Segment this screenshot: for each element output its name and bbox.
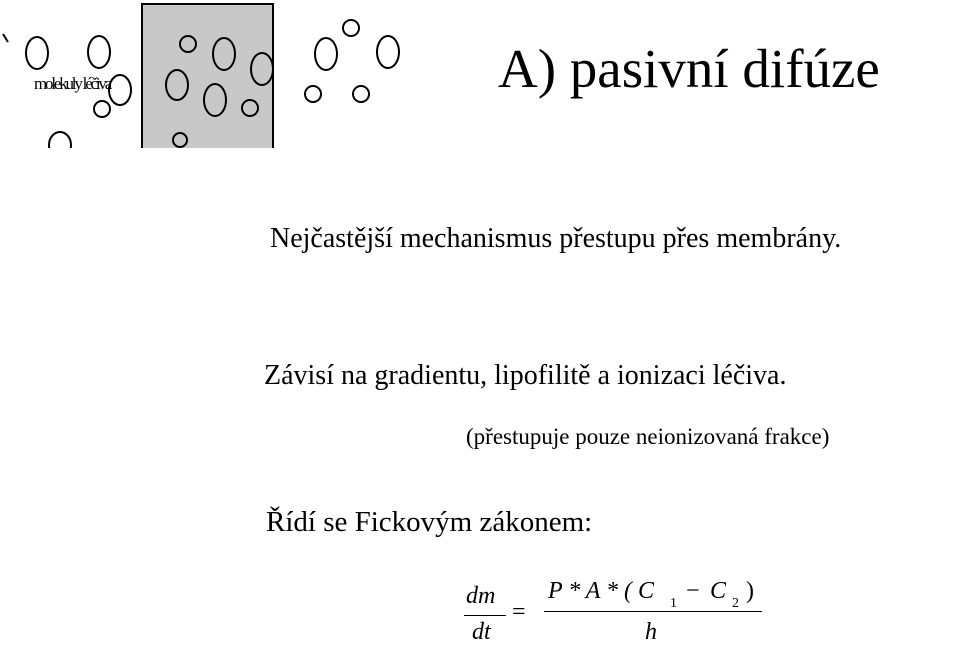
molecule-icon [353,86,369,102]
molecule-icon [94,101,110,117]
arrow-mark [3,34,8,42]
formula-rhs-denominator: h [645,619,657,645]
formula-lhs-denominator: dt [472,619,491,645]
molecule-label: molekuly léčiva [34,74,111,93]
molecule-icon [26,37,48,69]
formula-sub2: 2 [732,596,739,611]
text-line-note: (přestupuje pouze neionizovaná frakce) [466,424,830,449]
molecule-icon [305,86,321,102]
molecule-icon [343,20,359,36]
molecule-icon [88,36,110,68]
formula-lhs-fraction-bar [464,615,506,616]
formula-minus: − [686,578,700,604]
formula-rhs-fraction-bar [544,611,762,612]
molecule-icon [377,36,399,68]
formula-lhs-numerator: dm [466,583,496,609]
molecule-icon [315,38,337,70]
membrane-diffusion-diagram [0,0,420,148]
molecule-icon [173,133,187,147]
molecule-icon [166,70,188,100]
molecule-icon [213,38,235,70]
formula-sub1: 1 [670,596,677,611]
formula-c2: C [710,578,727,604]
molecule-icon [242,100,258,116]
text-line-dependence: Závisí na gradientu, lipofilitě a ionizaci léčiva. [264,360,787,391]
molecule-icon [180,36,196,52]
molecule-icon [204,84,226,116]
molecule-icon [109,75,131,105]
text-line-fick: Řídí se Fickovým zákonem: [266,506,593,538]
molecule-icon [49,132,71,148]
page-title: A) pasivní difúze [498,38,880,99]
fick-formula [440,568,780,644]
molecule-icon [251,53,273,85]
text-line-mechanism: Nejčastější mechanismus přestupu přes membrány. [270,223,842,254]
formula-rhs-numerator: P * A * ( C [548,578,655,604]
formula-close-paren: ) [746,578,754,604]
formula-equals: = [512,599,526,625]
